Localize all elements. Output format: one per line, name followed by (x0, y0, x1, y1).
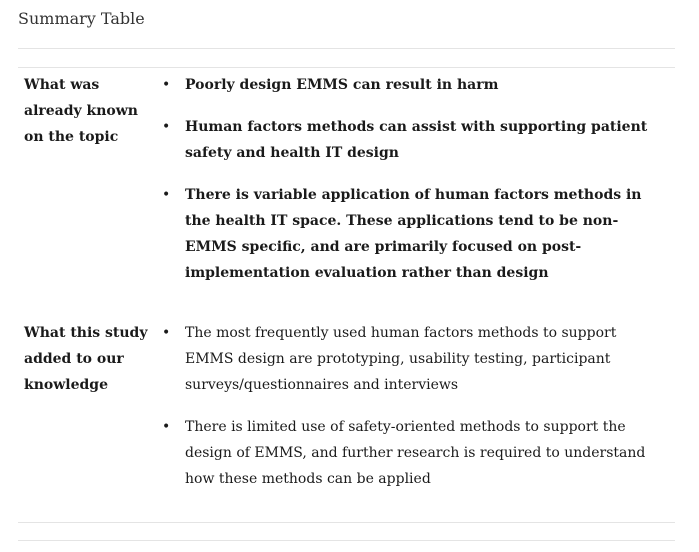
bullet-dot: • (162, 325, 171, 341)
list-item (162, 182, 662, 286)
bullet-dot: • (162, 119, 171, 135)
bullet-dot: • (162, 419, 171, 435)
table-bottom-border (18, 522, 675, 523)
bullet-dot: • (162, 77, 171, 93)
table-caption: Summary Table (18, 9, 145, 28)
footer-divider (18, 540, 675, 541)
row-label: What this study added to our knowledge (24, 325, 148, 393)
bullet-list (162, 72, 662, 302)
list-item-text: There is variable application of human factors methods in the health IT space. These applications tend to be non-EMMS specific, and are primarily focused on post-implementation evaluation rather than design (185, 187, 642, 281)
list-item (162, 414, 662, 492)
row-label: What was already known on the topic (24, 77, 138, 145)
list-item-text: Human factors methods can assist with supporting patient safety and health IT design (185, 119, 648, 161)
bullet-dot: • (162, 187, 171, 203)
list-item (162, 72, 662, 98)
bullet-list (162, 320, 662, 508)
list-item-text: The most frequently used human factors methods to support EMMS design are prototyping, usability testing, participant surveys/questionnaires and interviews (185, 325, 617, 393)
list-item-text: Poorly design EMMS can result in harm (185, 77, 499, 93)
caption-divider (18, 48, 675, 49)
list-item (162, 114, 662, 166)
list-item-text: There is limited use of safety-oriented methods to support the design of EMMS, and further research is required to understand how these methods can be applied (185, 419, 646, 487)
table-top-border (18, 67, 675, 68)
list-item (162, 320, 662, 398)
